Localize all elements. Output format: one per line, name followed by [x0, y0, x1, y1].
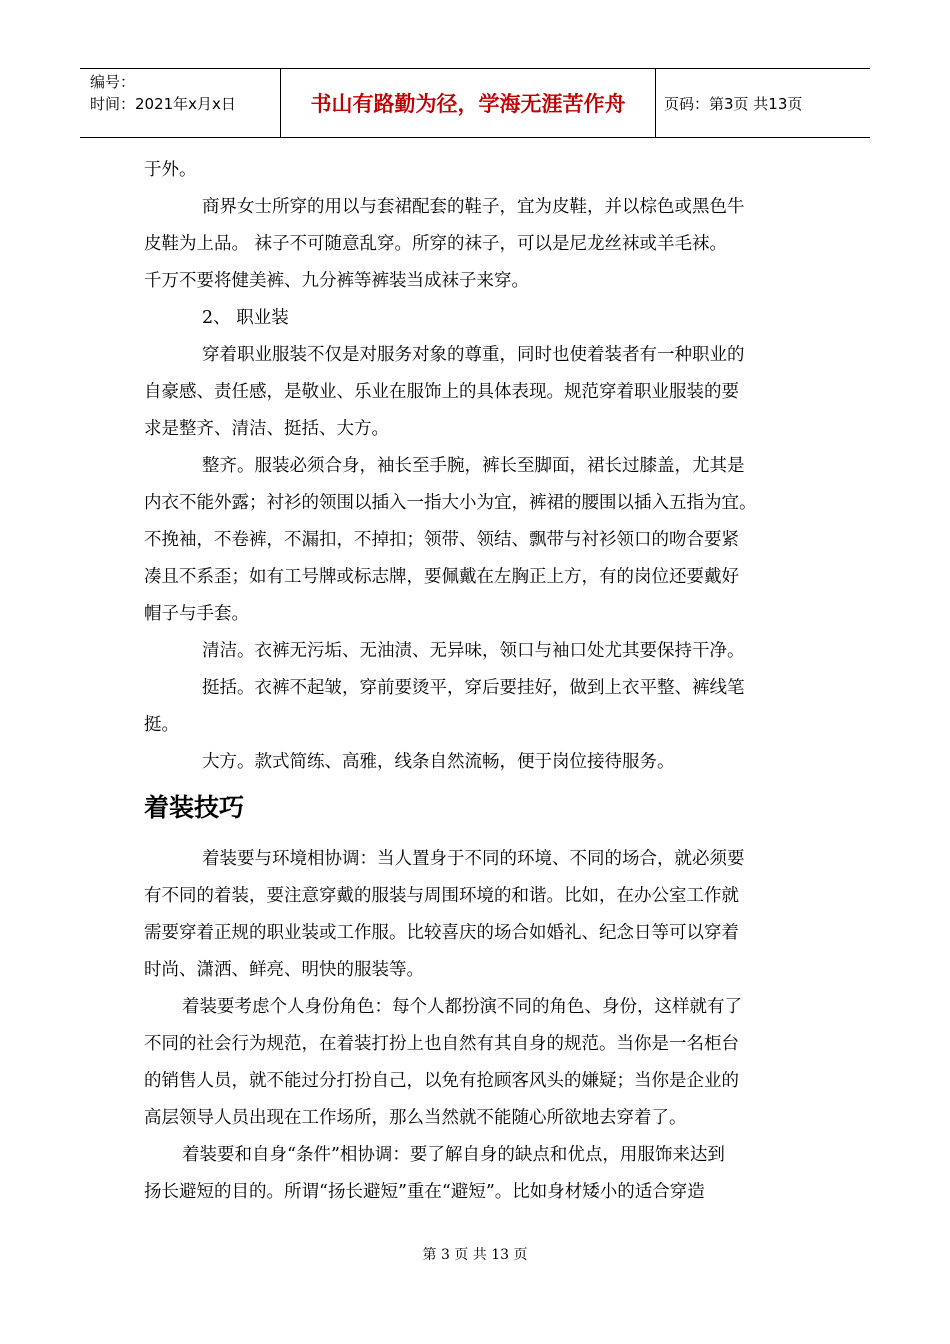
motto-cell	[281, 69, 656, 137]
header-meta-cell	[80, 69, 281, 137]
body-line: 不同的社会行为规范，在着装打扮上也自然有其自身的规范。当你是一名柜台	[144, 1034, 739, 1054]
body-line: 挺括。衣裤不起皱，穿前要烫平，穿后要挂好，做到上衣平整、裤线笔	[202, 678, 745, 698]
number-label: 编号：	[90, 73, 136, 91]
body-line: 有不同的着装，要注意穿戴的服装与周围环境的和谐。比如，在办公室工作就	[144, 886, 739, 906]
section-number-title: 2、 职业装	[202, 308, 289, 328]
body-line: 整齐。服装必须合身，袖长至手腕，裤长至脚面，裙长过膝盖，尤其是	[202, 456, 745, 476]
body-line: 皮鞋为上品。 袜子不可随意乱穿。所穿的袜子，可以是尼龙丝袜或羊毛袜。	[144, 234, 728, 254]
document-body	[144, 152, 806, 1211]
body-line: 高层领导人员出现在工作场所，那么当然就不能随心所欲地去穿着了。	[144, 1108, 687, 1128]
body-line: 着装要考虑个人身份角色：每个人都扮演不同的角色、身份，这样就有了	[182, 997, 742, 1017]
body-line: 求是整齐、清洁、挺括、大方。	[144, 419, 389, 439]
section-heading: 着装技巧	[144, 793, 245, 822]
body-line: 凑且不系歪；如有工号牌或标志牌，要佩戴在左胸正上方，有的岗位还要戴好	[144, 567, 739, 587]
body-line: 扬长避短的目的。所谓“扬长避短”重在“避短”。比如身材矮小的适合穿造	[144, 1182, 705, 1202]
body-line: 时尚、潇洒、鲜亮、明快的服装等。	[144, 960, 424, 980]
body-line: 帽子与手套。	[144, 604, 249, 624]
body-line: 清洁。衣裤无污垢、无油渍、无异味，领口与袖口处尤其要保持干净。	[202, 641, 745, 661]
motto-text: 书山有路勤为径，学海无涯苦作舟	[310, 92, 626, 116]
body-line: 商界女士所穿的用以与套裙配套的鞋子，宜为皮鞋，并以棕色或黑色牛	[202, 197, 745, 217]
body-line: 内衣不能外露；衬衫的领围以插入一指大小为宜，裤裙的腰围以插入五指为宜。	[144, 493, 757, 513]
body-line: 的销售人员，就不能过分打扮自己，以免有抢顾客风头的嫌疑；当你是企业的	[144, 1071, 739, 1091]
body-line: 于外。	[144, 160, 197, 180]
body-line: 着装要与环境相协调：当人置身于不同的环境、不同的场合，就必须要	[202, 849, 745, 869]
body-line: 着装要和自身“条件”相协调：要了解自身的缺点和优点，用服饰来达到	[182, 1145, 725, 1165]
body-line: 不挽袖，不卷裤，不漏扣，不掉扣；领带、领结、飘带与衬衫领口的吻合要紧	[144, 530, 739, 550]
document-header	[80, 68, 870, 138]
page-footer	[0, 1244, 950, 1264]
body-line: 穿着职业服装不仅是对服务对象的尊重，同时也使着装者有一种职业的	[202, 345, 745, 365]
page-info-text: 页码：第3页 共13页	[664, 94, 803, 113]
footer-page-number: 第 3 页 共 13 页	[422, 1247, 528, 1263]
body-line: 自豪感、责任感，是敬业、乐业在服饰上的具体表现。规范穿着职业服装的要	[144, 382, 739, 402]
body-line: 千万不要将健美裤、九分裤等裤装当成袜子来穿。	[144, 271, 529, 291]
body-line: 挺。	[144, 715, 179, 735]
body-line: 大方。款式简练、高雅，线条自然流畅，便于岗位接待服务。	[202, 752, 675, 772]
page-info-cell	[656, 69, 870, 137]
time-label: 时间：2021年x月x日	[90, 95, 236, 113]
body-line: 需要穿着正规的职业装或工作服。比较喜庆的场合如婚礼、纪念日等可以穿着	[144, 923, 739, 943]
